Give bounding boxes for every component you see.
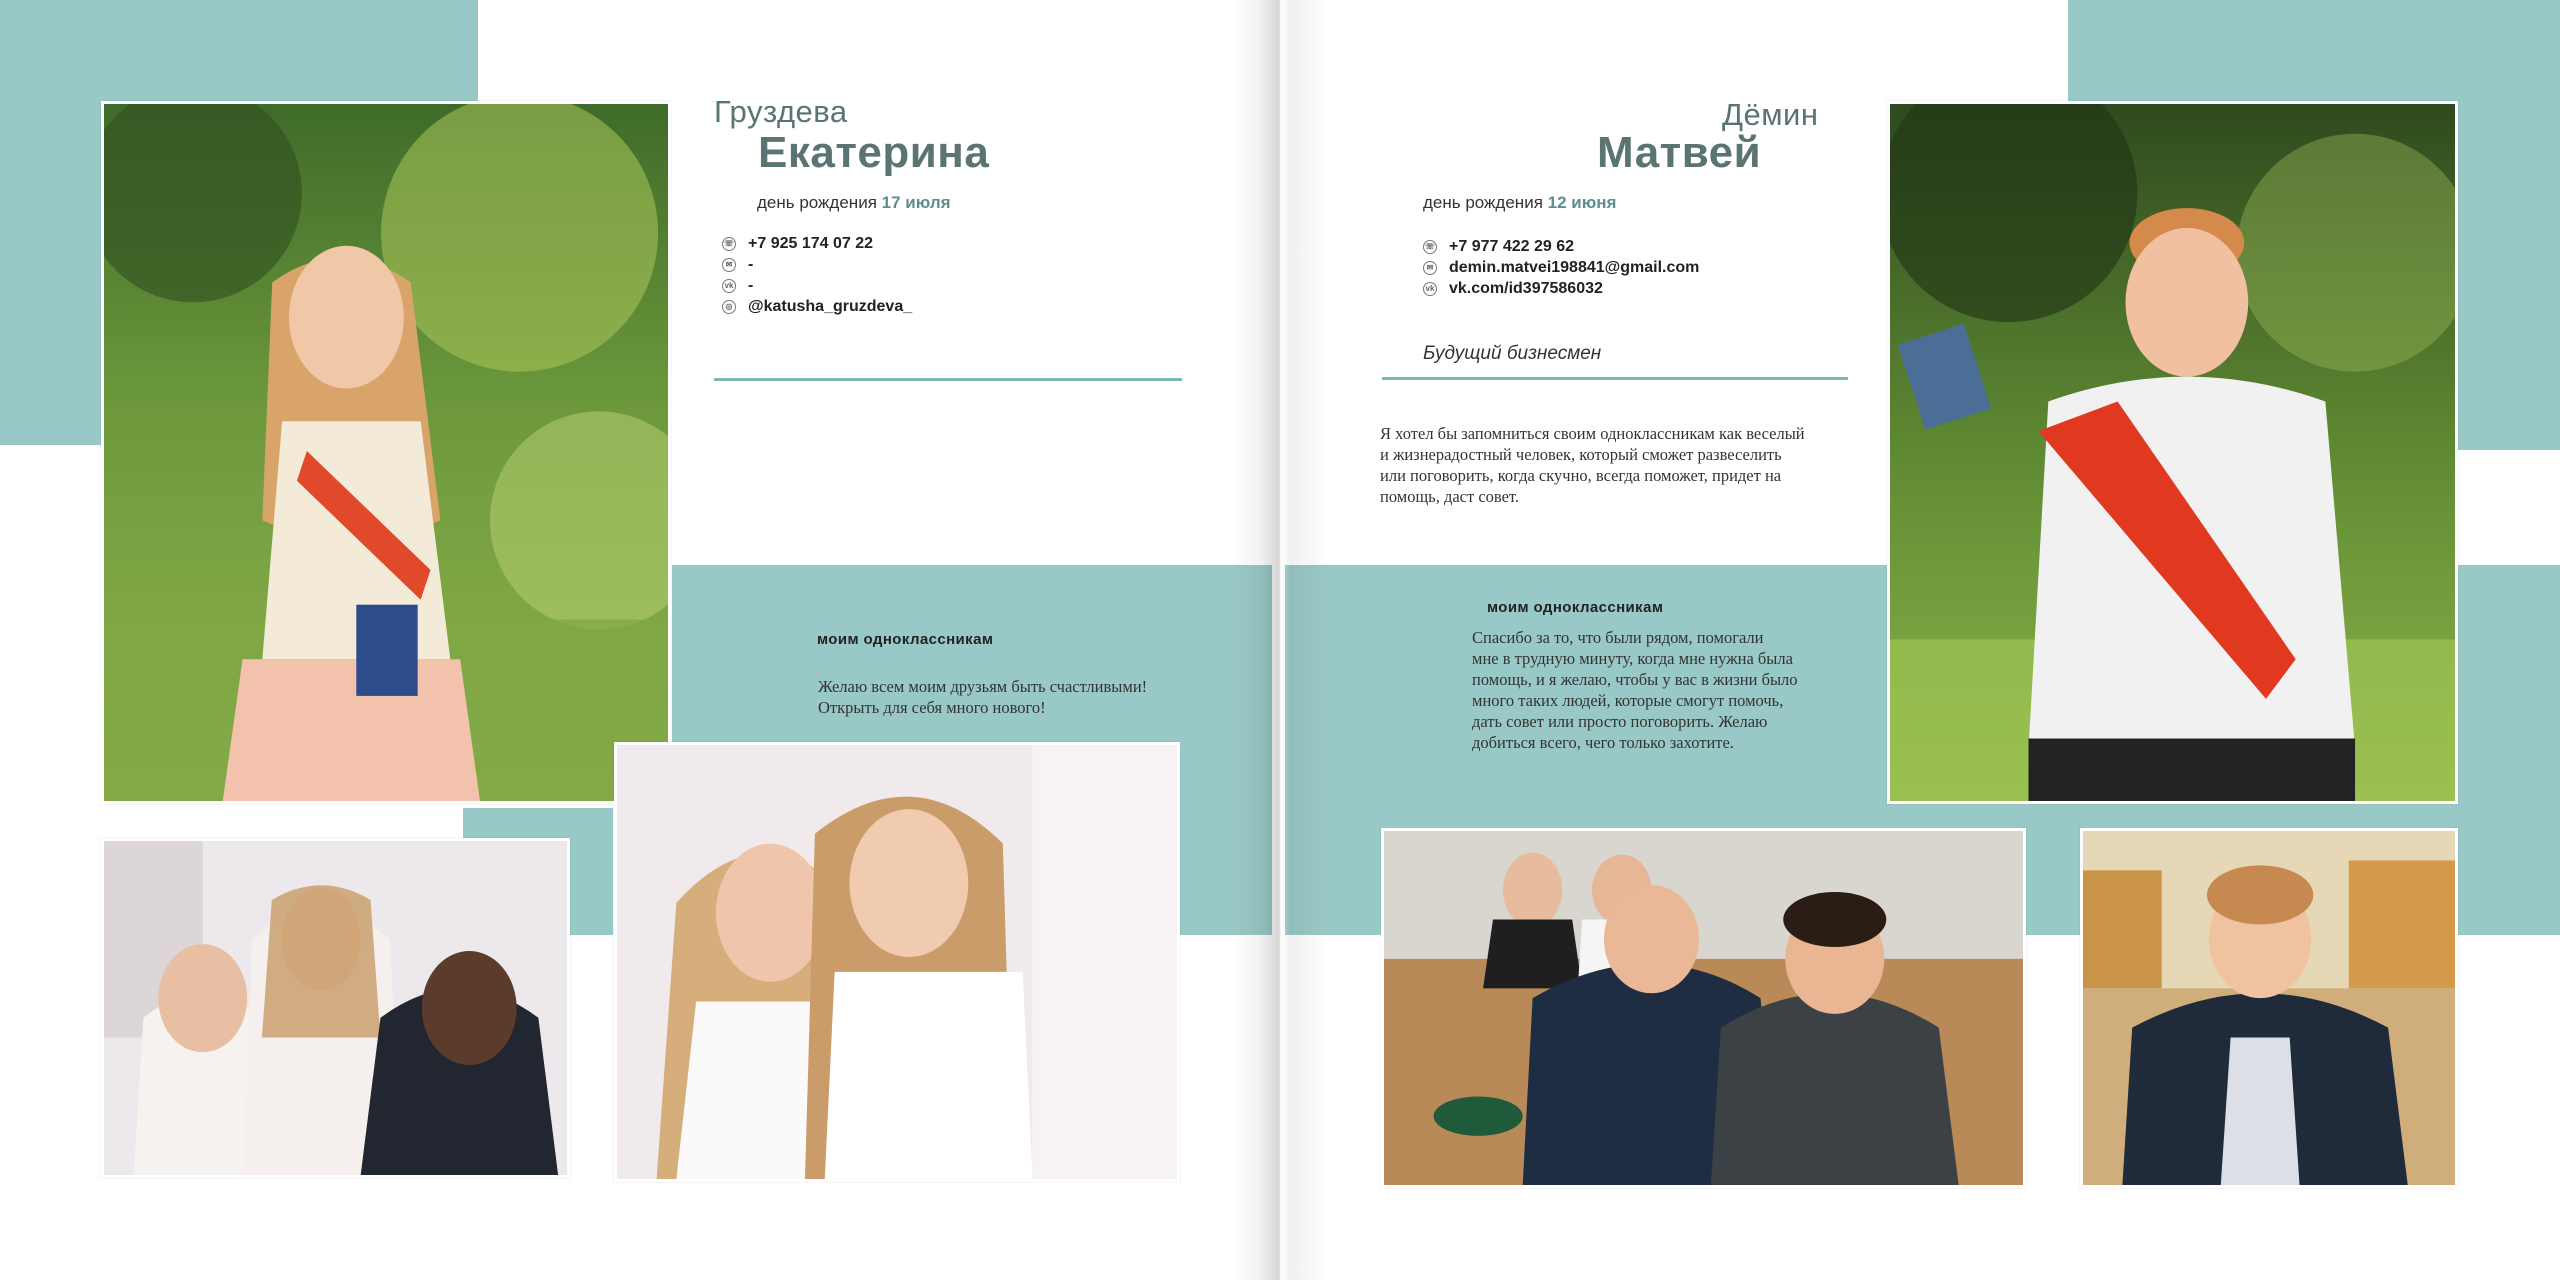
right-remember-line: и жизнерадостный человек, который сможет развеселить [1380,445,1782,464]
left-contact-instagram-value: @katusha_gruzdeva_ [748,297,913,315]
friends-photo-left [614,742,1180,1182]
right-message-heading: моим одноклассникам [1487,599,1664,616]
left-contact-email [722,254,912,275]
right-remember-text [1380,423,1805,507]
right-contact-email [1423,257,1699,278]
right-remember-line: помощь, даст совет. [1380,487,1520,506]
right-contact-vk-value: vk.com/id397586032 [1449,279,1603,297]
right-contact-phone [1423,236,1699,257]
left-message-line: Открыть для себя много нового! [818,698,1046,717]
right-message-line: Спасибо за то, что были рядом, помогали [1472,628,1764,647]
left-surname: Груздева [714,94,848,129]
left-contacts [722,233,912,317]
right-message-line: мне в трудную минуту, когда мне нужна была [1472,649,1793,668]
left-birthday-label: день рождения [757,193,877,212]
right-birthday [1423,193,1616,213]
left-birthday [757,193,951,213]
classroom-photo-left [101,838,570,1178]
phone-icon: ☏ [1423,240,1437,254]
left-contact-phone [722,233,912,254]
left-message [818,676,1147,718]
right-message-line: помощь, и я желаю, чтобы у вас в жизни было [1472,670,1798,689]
portrait-photo-left [101,101,671,804]
classroom-photo-right [1381,828,2026,1188]
right-contact-vk [1423,278,1699,299]
right-first-name: Матвей [1597,128,1762,177]
right-divider [1382,377,1848,380]
right-message [1472,627,1798,753]
left-divider [714,378,1182,381]
left-contact-vk [722,275,912,296]
right-contact-email-value: demin.matvei198841@gmail.com [1449,258,1700,276]
left-birthday-date: 17 июля [881,193,951,212]
right-remember-line: Я хотел бы запомниться своим одноклассникам как веселый [1380,424,1805,443]
email-icon: ✉ [1423,261,1437,275]
portrait-photo-right [1887,101,2458,804]
right-surname: Дёмин [1722,97,1819,132]
left-first-name: Екатерина [758,128,990,177]
right-contact-phone-value: +7 977 422 29 62 [1449,237,1575,255]
right-message-line: добиться всего, чего только захотите. [1472,733,1734,752]
email-icon: ✉ [722,258,736,272]
right-contacts [1423,236,1699,299]
right-message-line: дать совет или просто поговорить. Желаю [1472,712,1768,731]
instagram-icon: ◎ [722,300,736,314]
right-birthday-label: день рождения [1423,193,1543,212]
right-message-line: много таких людей, которые смогут помочь, [1472,691,1784,710]
left-contact-phone-value: +7 925 174 07 22 [748,234,874,252]
left-contact-email-value: - [748,255,754,273]
right-remember-line: или поговорить, когда скучно, всегда поможет, придет на [1380,466,1782,485]
left-contact-instagram [722,296,912,317]
right-profession: Будущий бизнесмен [1423,343,1602,364]
desk-photo-right [2080,828,2458,1188]
phone-icon: ☏ [722,237,736,251]
vk-icon: vk [1423,282,1437,296]
left-message-line: Желаю всем моим друзьям быть счастливыми! [818,677,1148,696]
left-contact-vk-value: - [748,276,754,294]
left-message-heading: моим одноклассникам [817,631,994,648]
right-birthday-date: 12 июня [1547,193,1617,212]
vk-icon: vk [722,279,736,293]
